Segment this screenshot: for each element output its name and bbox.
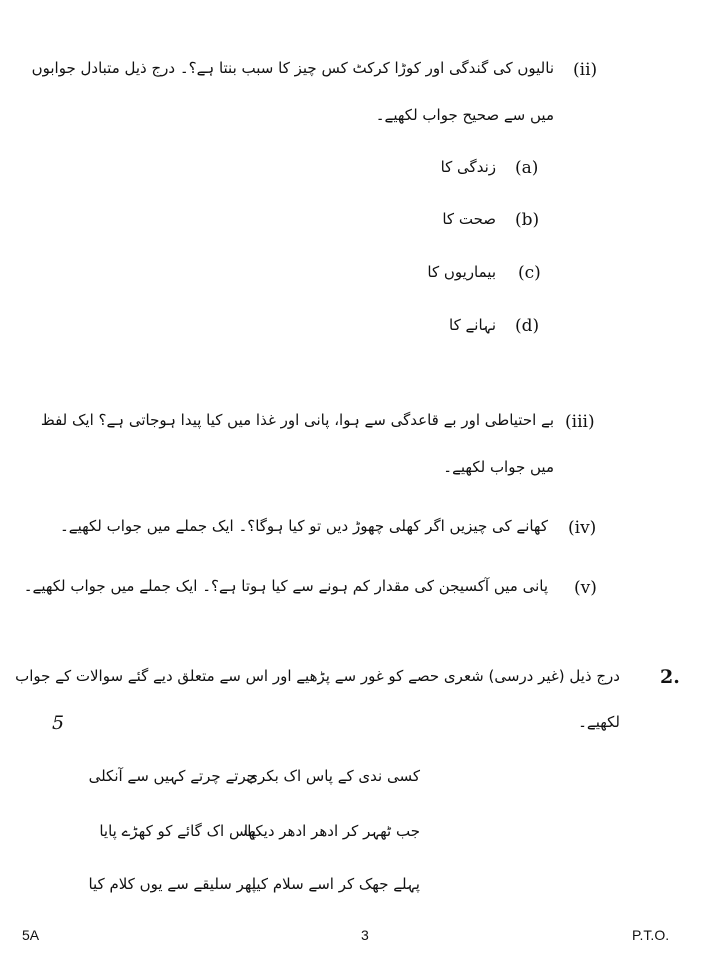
question-text-line: بے احتیاطی اور بے قاعدگی سے ہوا، پانی اور غذا میں کیا پیدا ہوجاتی ہے؟ ایک لفظ [40,411,554,429]
option-text: صحت کا [442,210,496,228]
poem-verse-right: جب ٹھہر کر ادھر ادھر دیکھا [243,822,420,840]
option-text: نہانے کا [449,316,496,334]
question-number: (iii) [565,412,595,432]
question-text: کھانے کی چیزیں اگر کھلی چھوڑ دیں تو کیا ہوگا؟۔ ایک جملے میں جواب لکھیے۔ [59,517,548,535]
option-label: (c) [518,263,541,283]
question-text-line: میں جواب لکھیے۔ [443,458,554,476]
question-number: 2. [660,666,680,688]
poem-verse-left: چرتے چرتے کہیں سے آنکلی [88,767,256,785]
question-text-line: نالیوں کی گندگی اور کوڑا کرکٹ کس چیز کا سبب بنتا ہے؟۔ درج ذیل متبادل جوابوں [31,59,554,77]
option-label: (a) [515,158,539,178]
question-text-line: لکھیے۔ [578,713,620,731]
poem-verse-left: پھر سلیقے سے یوں کلام کیا [88,875,256,893]
poem-verse-left: پاس اک گائے کو کھڑے پایا [99,822,256,840]
question-number: (iv) [568,518,597,538]
poem-verse-right: پہلے جھک کر اسے سلام کیا [251,875,420,893]
question-text-line: میں سے صحیح جواب لکھیے۔ [375,106,554,124]
option-text: بیماریوں کا [427,263,496,281]
question-text: پانی میں آکسیجن کی مقدار کم ہونے سے کیا ہوتا ہے؟۔ ایک جملے میں جواب لکھیے۔ [23,577,548,595]
page-number: 3 [361,927,369,943]
poem-verse-right: کسی ندی کے پاس اک بکری [246,767,420,785]
question-number: (v) [574,578,597,598]
pto-label: P.T.O. [632,927,670,943]
question-text-line: درج ذیل (غیر درسی) شعری حصے کو غور سے پڑھیے اور اس سے متعلق دیے گئے سوالات کے جواب [15,667,620,685]
option-label: (b) [515,210,540,230]
marks: 5 [52,712,65,734]
question-number: (ii) [573,60,598,80]
option-label: (d) [515,316,540,336]
option-text: زندگی کا [440,158,496,176]
paper-code: 5A [22,927,40,943]
